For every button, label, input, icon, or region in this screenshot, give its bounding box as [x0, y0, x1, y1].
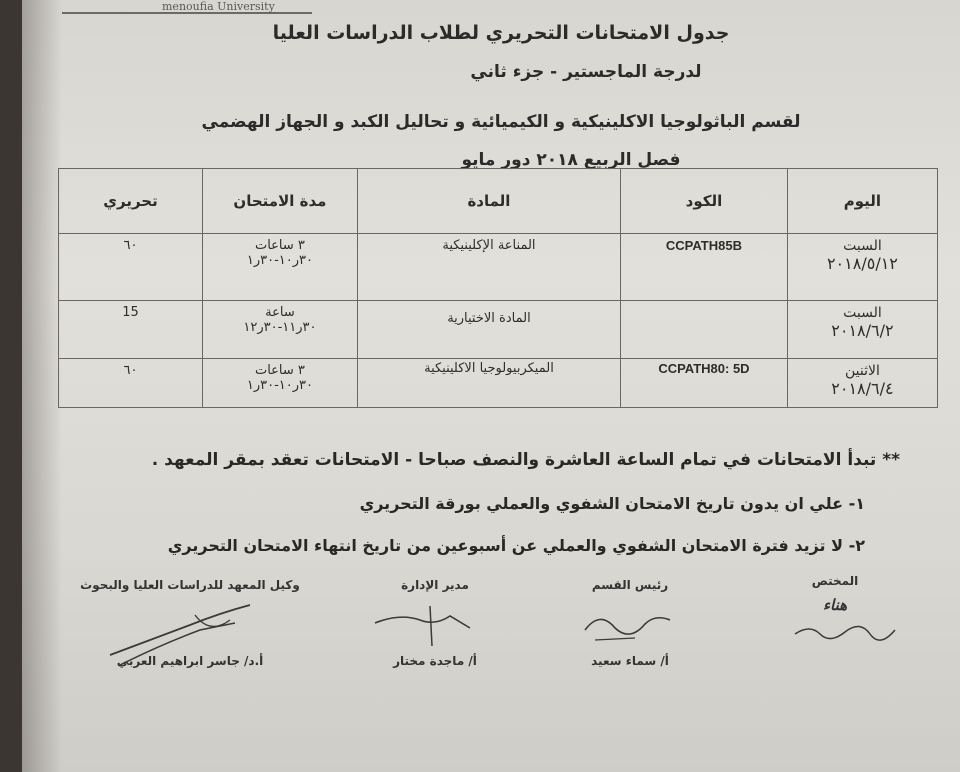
signature-name: هناء	[822, 596, 848, 614]
day-date: ٢٠١٨/٦/٤	[831, 379, 894, 398]
signature-title: المختص	[811, 574, 859, 588]
note-1: ١- علي ان يدون تاريخ الامتحان الشفوي والعملي بورقة التحريري	[359, 494, 865, 513]
cell-code: CCPATH85B	[621, 234, 788, 301]
col-header-subject: المادة	[357, 169, 620, 234]
cell-written: ٦٠	[59, 359, 203, 408]
signature-block-specialist	[790, 574, 880, 614]
cell-written: ٦٠	[59, 234, 203, 301]
cell-day	[787, 301, 937, 359]
cell-duration	[203, 301, 358, 359]
signature-name: أ.د/ جاسر ابراهيم العربي	[116, 654, 264, 668]
time-text: ٣٠ر١٠-٣٠ر١	[246, 378, 313, 393]
day-name: الاثنين	[844, 363, 880, 379]
day-date: ٢٠١٨/٦/٢	[831, 321, 894, 340]
cell-subject: الميكربيولوجيا الاكلينيكية	[357, 359, 620, 408]
note-main: ** تبدأ الامتحانات في تمام الساعة العاشرة والنصف صباحا - الامتحانات تعقد بمقر المعهد .	[151, 450, 900, 470]
col-header-code: الكود	[621, 169, 788, 234]
signature-title: رئيس القسم	[591, 578, 669, 592]
col-header-written: تحريري	[59, 169, 203, 234]
duration-text: ٣ ساعات	[254, 238, 305, 253]
day-name: السبت	[843, 305, 882, 321]
table-row	[59, 359, 938, 408]
cell-day	[787, 359, 937, 408]
duration-text: ساعة	[265, 305, 295, 320]
day-date: ٢٠١٨/٥/١٢	[826, 254, 898, 273]
department-line: لقسم الباثولوجيا الاكلينيكية و الكيميائية و تحاليل الكبد و الجهاز الهضمي	[201, 112, 801, 132]
table-header-row	[59, 169, 938, 234]
university-name: menoufia University	[162, 0, 275, 13]
day-name: السبت	[843, 238, 882, 254]
department-head-signature	[575, 600, 685, 650]
term-line: فصل الربيع ٢٠١٨ دور مايو	[461, 150, 681, 170]
cell-subject: المناعة الإكلينيكية	[357, 234, 620, 301]
signature-title: مدير الإدارة	[401, 578, 469, 592]
table-row	[59, 234, 938, 301]
signature-name: أ/ ماجدة مختار	[393, 654, 477, 668]
cell-written: 15	[59, 301, 203, 359]
cell-duration	[203, 234, 358, 301]
degree-line: لدرجة الماجستير - جزء ثاني	[470, 62, 702, 82]
time-text: ٣٠ر١٠-٣٠ر١	[246, 253, 313, 268]
col-header-day: اليوم	[787, 169, 937, 234]
signature-name: أ/ سماء سعيد	[591, 654, 669, 668]
duration-text: ٣ ساعات	[254, 363, 305, 378]
cell-day	[787, 234, 937, 301]
signature-title: وكيل المعهد للدراسات العليا والبحوث	[80, 578, 300, 592]
cell-duration	[203, 359, 358, 408]
note-2: ٢- لا تزيد فترة الامتحان الشفوي والعملي عن أسبوعين من تاريخ انتهاء الامتحان التحريري	[167, 536, 865, 555]
admin-manager-signature	[370, 598, 490, 653]
handwritten-date-scribble	[790, 620, 900, 642]
table-row	[59, 301, 938, 359]
document-title: جدول الامتحانات التحريري لطلاب الدراسات العليا	[272, 22, 730, 44]
cell-code	[621, 301, 788, 359]
cell-subject: المادة الاختيارية	[357, 301, 620, 359]
exam-schedule-table	[58, 168, 938, 408]
col-header-duration: مدة الامتحان	[203, 169, 358, 234]
vice-dean-signature	[100, 595, 270, 675]
time-text: ٣٠ر١١-٣٠ر١٢	[243, 320, 317, 335]
cell-code: CCPATH80: 5D	[621, 359, 788, 408]
